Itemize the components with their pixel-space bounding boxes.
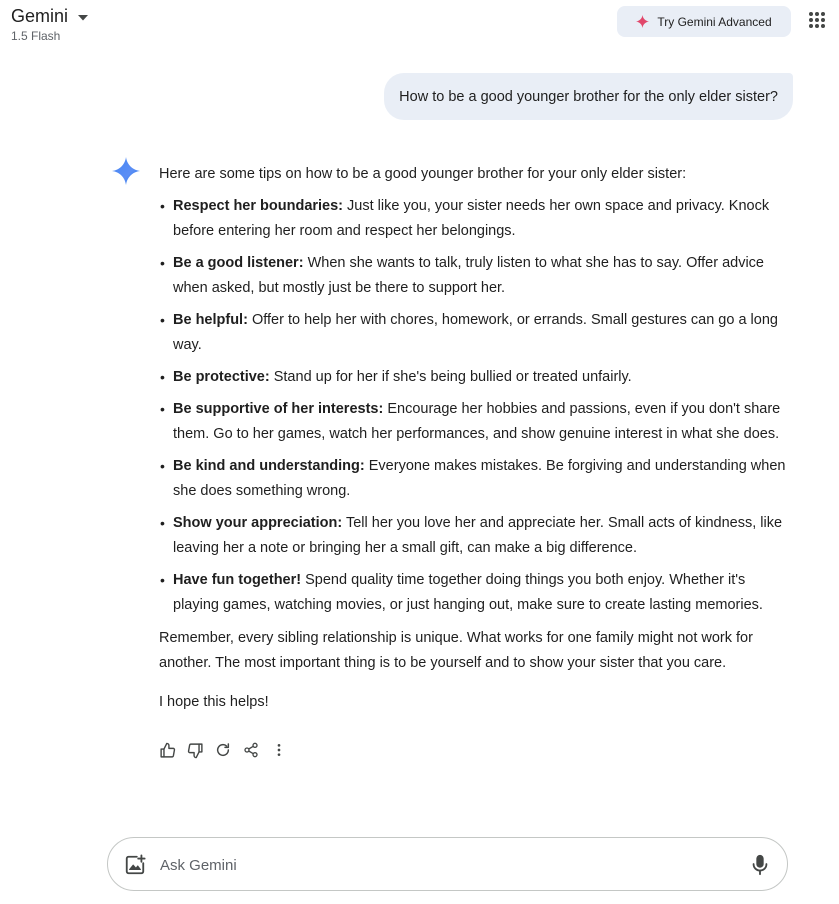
tip-text: Just like you, your sister needs her own space and privacy. Knock before entering her room and respect her belongings.: [173, 198, 770, 239]
tip-text: Tell her you love her and appreciate her. Small acts of kindness, like leaving her a note or bringing her a small gift, can make a big difference.: [173, 515, 783, 556]
list-item: [159, 365, 791, 390]
app-title: Gemini: [11, 6, 69, 26]
tip-title: Be kind and understanding:: [173, 458, 365, 474]
tip-title: Be protective:: [173, 369, 270, 385]
tip-title: Be a good listener:: [173, 255, 304, 271]
tip-text: Offer to help her with chores, homework, or errands. Small gestures can go a long way.: [173, 312, 778, 353]
try-gemini-advanced-button[interactable]: [617, 6, 791, 37]
prompt-input[interactable]: [160, 851, 720, 879]
microphone-icon[interactable]: [751, 854, 771, 876]
response-closing: Remember, every sibling relationship is unique. What works for one family might not work for another. The most important thing is to be yourself and to show your sister that you care.: [159, 630, 753, 671]
list-item: [159, 397, 791, 447]
tip-title: Show your appreciation:: [173, 515, 343, 531]
list-item: [159, 308, 791, 358]
sparkle-icon: [636, 15, 649, 28]
response-actions: [157, 739, 297, 761]
list-item: [159, 511, 791, 561]
thumbs-up-icon[interactable]: [157, 739, 177, 761]
tip-title: Be supportive of her interests:: [173, 401, 384, 417]
tip-title: Respect her boundaries:: [173, 198, 344, 214]
add-image-icon[interactable]: [124, 854, 146, 876]
regenerate-icon[interactable]: [213, 739, 233, 761]
more-vert-icon[interactable]: [269, 739, 289, 761]
user-message-bubble: [384, 73, 793, 120]
apps-grid-icon[interactable]: [809, 12, 827, 30]
model-response: [159, 162, 791, 715]
share-icon[interactable]: [241, 739, 261, 761]
model-label: 1.5 Flash: [11, 29, 61, 43]
tip-text: Spend quality time together doing things you both enjoy. Whether it's playing games, watching movies, or just hanging out, make sure to create lasting memories.: [173, 572, 763, 613]
user-message-text: How to be a good younger brother for the only elder sister?: [399, 88, 778, 105]
response-intro: Here are some tips on how to be a good younger brother for your only elder sister:: [159, 166, 687, 182]
tip-text: When she wants to talk, truly listen to what she has to say. Offer advice when asked, but mostly just be there to support her.: [173, 255, 764, 296]
list-item: [159, 251, 791, 301]
response-final: I hope this helps!: [159, 694, 269, 710]
list-item: [159, 454, 791, 504]
tip-text: Encourage her hobbies and passions, even if you don't share them. Go to her games, watch her performances, and show genuine interest in what she does.: [173, 401, 781, 442]
tip-text: Everyone makes mistakes. Be forgiving and understanding when she does something wrong.: [173, 458, 786, 499]
top-bar: [0, 0, 839, 50]
try-gemini-advanced-label: Try Gemini Advanced: [657, 14, 772, 29]
caret-down-icon: [78, 8, 88, 26]
gemini-sparkle-icon: [112, 157, 140, 185]
tip-text: Stand up for her if she's being bullied or treated unfairly.: [273, 369, 632, 385]
list-item: [159, 568, 791, 618]
tips-list: [159, 194, 791, 618]
list-item: [159, 194, 791, 244]
model-switcher[interactable]: [11, 6, 88, 43]
thumbs-down-icon[interactable]: [185, 739, 205, 761]
tip-title: Have fun together!: [173, 572, 302, 588]
prompt-composer: [107, 837, 788, 891]
tip-title: Be helpful:: [173, 312, 248, 328]
